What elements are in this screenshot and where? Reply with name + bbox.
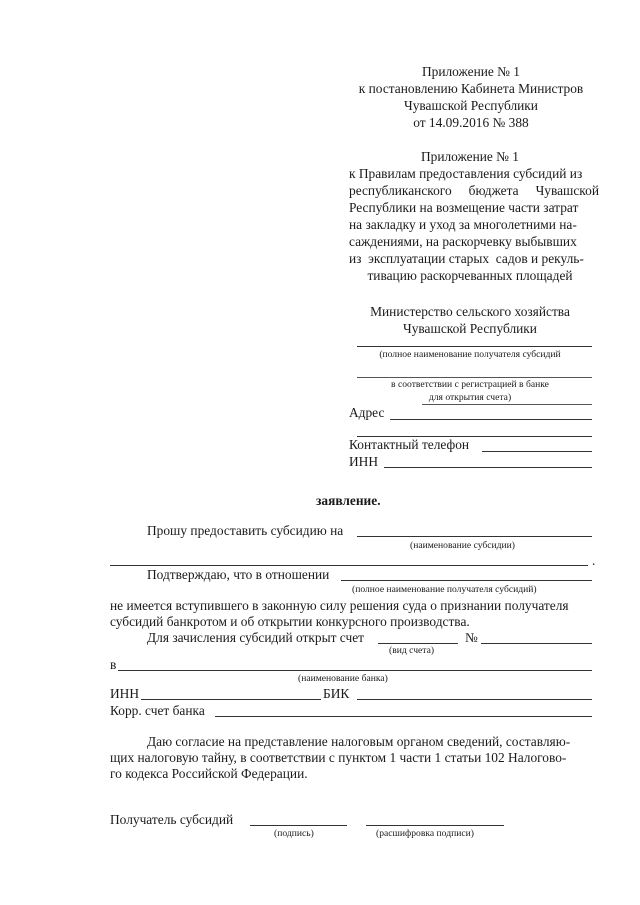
in-label: в	[110, 657, 117, 672]
signature-label: Получатель субсидий	[110, 812, 234, 827]
bik-field[interactable]	[357, 699, 592, 700]
recipient-full-name-field[interactable]	[341, 580, 592, 581]
consent-line1: Даю согласие на представление налоговым органом сведений, составляю-	[147, 734, 571, 749]
appendix2-line6: саждениями, на раскорчевку выбывших	[349, 234, 577, 249]
hint-full-name: (полное наименование получателя субсидий	[379, 349, 561, 360]
confirm-text: Подтверждаю, что в отношении	[147, 567, 330, 582]
signature-decoding-field[interactable]	[366, 825, 504, 826]
appendix2-line3: республиканского бюджета Чувашской	[349, 183, 599, 198]
account-text: Для зачисления субсидий открыт счет	[147, 630, 365, 645]
request-text: Прошу предоставить субсидию на	[147, 523, 344, 538]
corr-account-field[interactable]	[215, 716, 592, 717]
account-number-field[interactable]	[481, 643, 592, 644]
appendix2-line7: из эксплуатации старых садов и рекуль-	[349, 251, 584, 266]
appendix1-line4: от 14.09.2016 № 388	[413, 115, 529, 130]
inn-label-top: ИНН	[349, 454, 379, 469]
corr-label: Корр. счет банка	[110, 703, 205, 718]
para1-line2: субсидий банкротом и об открытии конкурсного производства.	[110, 614, 470, 629]
recipient-name-line-2[interactable]	[357, 377, 592, 378]
hint-signature: (подпись)	[274, 828, 314, 839]
account-type-field[interactable]	[378, 643, 458, 644]
appendix2-line2: к Правилам предоставления субсидий из	[349, 166, 583, 181]
bank-name-field[interactable]	[118, 670, 592, 671]
consent-line2: щих налоговую тайну, в соответствии с пунктом 1 части 1 статьи 102 Налогово-	[110, 750, 567, 765]
hint-subsidy-name: (наименование субсидии)	[410, 540, 515, 551]
consent-line3: го кодекса Российской Федерации.	[110, 766, 308, 781]
inn-field[interactable]	[141, 699, 321, 700]
hint-bank-name: (наименование банка)	[298, 673, 388, 684]
period: .	[592, 553, 596, 568]
appendix2-line1: Приложение № 1	[420, 149, 520, 164]
subsidy-name-field[interactable]	[357, 536, 592, 537]
appendix2-line8: тивацию раскорчеванных площадей	[367, 268, 573, 283]
appendix1-line3: Чувашской Республики	[404, 98, 538, 113]
registration-underline	[422, 404, 592, 405]
appendix2-line5: на закладку и уход за многолетними на-	[349, 217, 577, 232]
appendix1-line1: Приложение № 1	[421, 64, 521, 79]
phone-field[interactable]	[482, 451, 592, 452]
address-label: Адрес	[349, 405, 385, 420]
number-sign: №	[465, 630, 478, 645]
para1-line1: не имеется вступившего в законную силу решения суда о признании получателя	[110, 598, 569, 613]
hint-registration-2: для открытия счета)	[428, 392, 512, 403]
hint-signature-decoding: (расшифровка подписи)	[376, 828, 474, 839]
addressee-line1: Министерство сельского хозяйства	[370, 304, 570, 319]
inn-label: ИНН	[110, 686, 140, 701]
hint-registration-1: в соответствии с регистрацией в банке	[391, 379, 549, 390]
address-field[interactable]	[390, 419, 592, 420]
appendix1-line2: к постановлению Кабинета Министров	[358, 81, 584, 96]
subsidy-name-field-2[interactable]	[110, 565, 588, 566]
phone-label: Контактный телефон	[349, 437, 470, 452]
appendix2-line4: Республики на возмещение части затрат	[349, 200, 579, 215]
bik-label: БИК	[323, 686, 350, 701]
signature-field[interactable]	[250, 825, 347, 826]
document-title: заявление.	[316, 493, 381, 508]
inn-field-top[interactable]	[384, 467, 592, 468]
recipient-name-line[interactable]	[357, 346, 592, 347]
hint-recipient-name: (полное наименование получателя субсидий)	[352, 584, 537, 595]
hint-account-type: (вид счета)	[389, 645, 435, 656]
addressee-line2: Чувашской Республики	[403, 321, 537, 336]
